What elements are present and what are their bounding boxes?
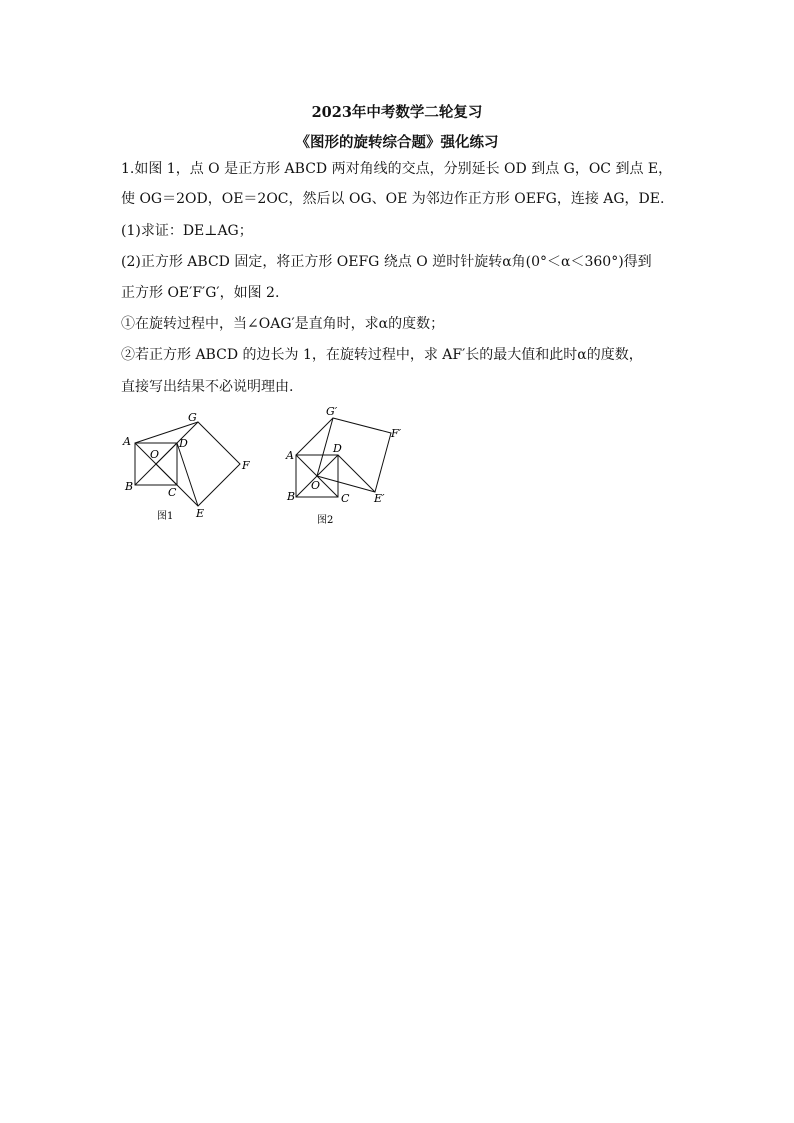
- label-e-prime: E′: [374, 492, 385, 505]
- figure-1-caption: 图1: [157, 511, 174, 522]
- label-a: A: [286, 449, 294, 462]
- label-d: D: [179, 437, 188, 450]
- label-e: E: [196, 507, 205, 520]
- segment-de: [177, 443, 198, 506]
- label-f-prime: F′: [391, 427, 402, 440]
- label-g-prime: G′: [326, 405, 338, 418]
- figure-2-caption: 图2: [317, 515, 334, 526]
- problem-part-2-cont: 正方形 OE′F′G′，如图 2.: [121, 285, 280, 301]
- problem-part-2: (2)正方形 ABCD 固定，将正方形 OEFG 绕点 O 逆时针旋转α角(0°＜α＜360°)得到: [121, 254, 652, 270]
- problem-line-1: 1.如图 1，点 O 是正方形 ABCD 两对角线的交点，分别延长 OD 到点 G，OC 到点 E，: [121, 161, 673, 177]
- label-a: A: [123, 435, 131, 448]
- figure-1: [115, 408, 265, 528]
- label-o: O: [311, 479, 321, 492]
- segment-ag: [135, 422, 198, 443]
- problem-subquestion-1: ①在旋转过程中，当∠OAG′是直角时，求α的度数；: [121, 316, 445, 332]
- figure-2: [282, 402, 412, 532]
- label-c: C: [168, 486, 177, 499]
- label-o: O: [150, 448, 160, 461]
- label-d: D: [333, 442, 342, 455]
- label-c: C: [341, 492, 350, 505]
- label-f: F: [242, 459, 250, 472]
- label-b: B: [125, 480, 134, 493]
- problem-subquestion-2: ②若正方形 ABCD 的边长为 1，在旋转过程中，求 AF′长的最大值和此时α的度数，: [121, 347, 643, 363]
- document-subtitle: 《图形的旋转综合题》强化练习: [295, 134, 499, 151]
- document-title: 2023年中考数学二轮复习: [311, 104, 483, 121]
- problem-line-2: 使 OG＝2OD，OE＝2OC，然后以 OG、OE 为邻边作正方形 OEFG，连接 AG，DE.: [121, 191, 665, 207]
- label-g: G: [188, 411, 197, 424]
- label-b: B: [287, 490, 296, 503]
- problem-part-1: (1)求证：DE⊥AG；: [121, 223, 253, 239]
- problem-subquestion-2-cont: 直接写出结果不必说明理由.: [121, 379, 294, 395]
